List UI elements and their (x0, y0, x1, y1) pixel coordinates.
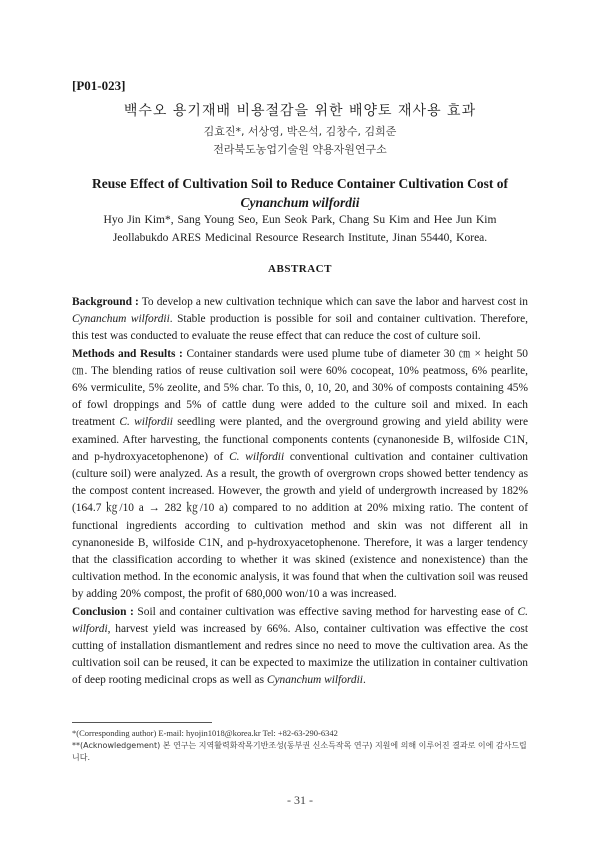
english-title (60, 174, 540, 212)
footnote-corresponding: *(Corresponding author) E-mail: hyojin1018@korea.kr Tel: +82-63-290-6342 (72, 728, 338, 738)
page-number: - 31 - (287, 793, 313, 807)
methods-paragraph (72, 346, 528, 604)
background-text-2: . Stable production is possible for soil and container cultivation. Therefore, this test was conducted to evaluate the reuse effect that can reduce the cost of culture soil. (72, 313, 528, 343)
methods-species-2: C. wilfordii (229, 450, 285, 463)
background-text-1: To develop a new cultivation technique which can save the labor and harvest cost in (138, 296, 528, 308)
footnote-divider (72, 722, 212, 723)
english-authors: Hyo Jin Kim*, Sang Young Seo, Eun Seok Park, Chang Su Kim and Hee Jun Kim (103, 214, 497, 226)
conclusion-species-1: C. wilfordi (72, 605, 528, 635)
methods-text-2: seedling were planted, and the overground growing and yield ability were examined. After harvesting, the functional components contents (cynanoneside B, wilfoside C1N, and p-hydroxyacetophenone) of (72, 416, 528, 463)
footnote-acknowledgement: **(Acknowledgement) 본 연구는 지역활력화작목기반조성(동부권 신소득작목 연구) 지원에 의해 이루어진 결과로 이에 감사드립니다. (72, 741, 527, 762)
methods-text-3: conventional cultivation and container cultivation (culture soil) were analyzed. As a result, the growth of overgrown crops showed better tendency as the compost content increased. However, the growth and yield of undergrowth increased by 182% (164.7 ㎏/10 a → 282 ㎏/10 a) compared to no addition at 20% mixing ratio. The content of functional ingredients according to cultivation method and skin was not different all in cynanoneside B, wilfoside C1N, and p-hydroxyacetophenone. Therefore, it was a larger tendency that the classification according to whether it was skined (existence and nonexistence) than the cultivation method. In the economic analysis, it was found that when the cultivation soil was reused by adding 20% compost, the profit of 680,000 won/10 a was increased. (72, 450, 528, 601)
conclusion-text-3: . (362, 674, 366, 687)
methods-text-1: Container standards were used plume tube of diameter 30 ㎝ × height 50 ㎝. The blending ratios of reuse cultivation soil were 60% cocopeat, 10% peatmoss, 6% pearlite, 6% vermiculite, 5% zeolite, and 5% char. To this, 0, 10, 20, and 30% of composts containing 45% of fowl droppings and 5% of cattle dung were added to the culture soil and mixed. In each treatment (72, 347, 528, 429)
korean-authors: 김효진*, 서상영, 박은석, 김창수, 김희준 (203, 125, 397, 138)
english-title-line1: Reuse Effect of Cultivation Soil to Reduce Container Cultivation Cost of (92, 176, 508, 191)
abstract-code: [P01-023] (72, 78, 126, 93)
conclusion-label: Conclusion : (72, 605, 134, 618)
background-species: Cynanchum wilfordii (72, 313, 170, 326)
methods-species-1: C. wilfordii (119, 416, 173, 429)
conclusion-paragraph (72, 604, 528, 690)
english-institution: Jeollabukdo ARES Medicinal Resource Research Institute, Jinan 55440, Korea. (112, 232, 488, 244)
conclusion-text-1: Soil and container cultivation was effective saving method for harvesting ease of (133, 605, 518, 618)
english-title-species: Cynanchum wilfordii (240, 195, 360, 210)
abstract-heading: ABSTRACT (268, 263, 332, 275)
abstract-body (72, 294, 528, 690)
background-paragraph (72, 294, 528, 346)
conclusion-text-2: , harvest yield was increased by 66%. Also, container cultivation was effective the cost cutting of installation dismantlement and redres since no need to move the cultivation area. As the cultivation soil can be reused, it can be expected to maximize the utilization in container cultivation of deep rooting medicinal crops as well as (72, 622, 528, 687)
methods-label: Methods and Results : (72, 347, 183, 360)
conclusion-species-2: Cynanchum wilfordii (266, 674, 363, 687)
korean-institution: 전라북도농업기술원 약용자원연구소 (213, 143, 387, 156)
korean-title: 백수오 용기재배 비용절감을 위한 배양토 재사용 효과 (123, 103, 477, 119)
background-label: Background : (72, 296, 139, 308)
